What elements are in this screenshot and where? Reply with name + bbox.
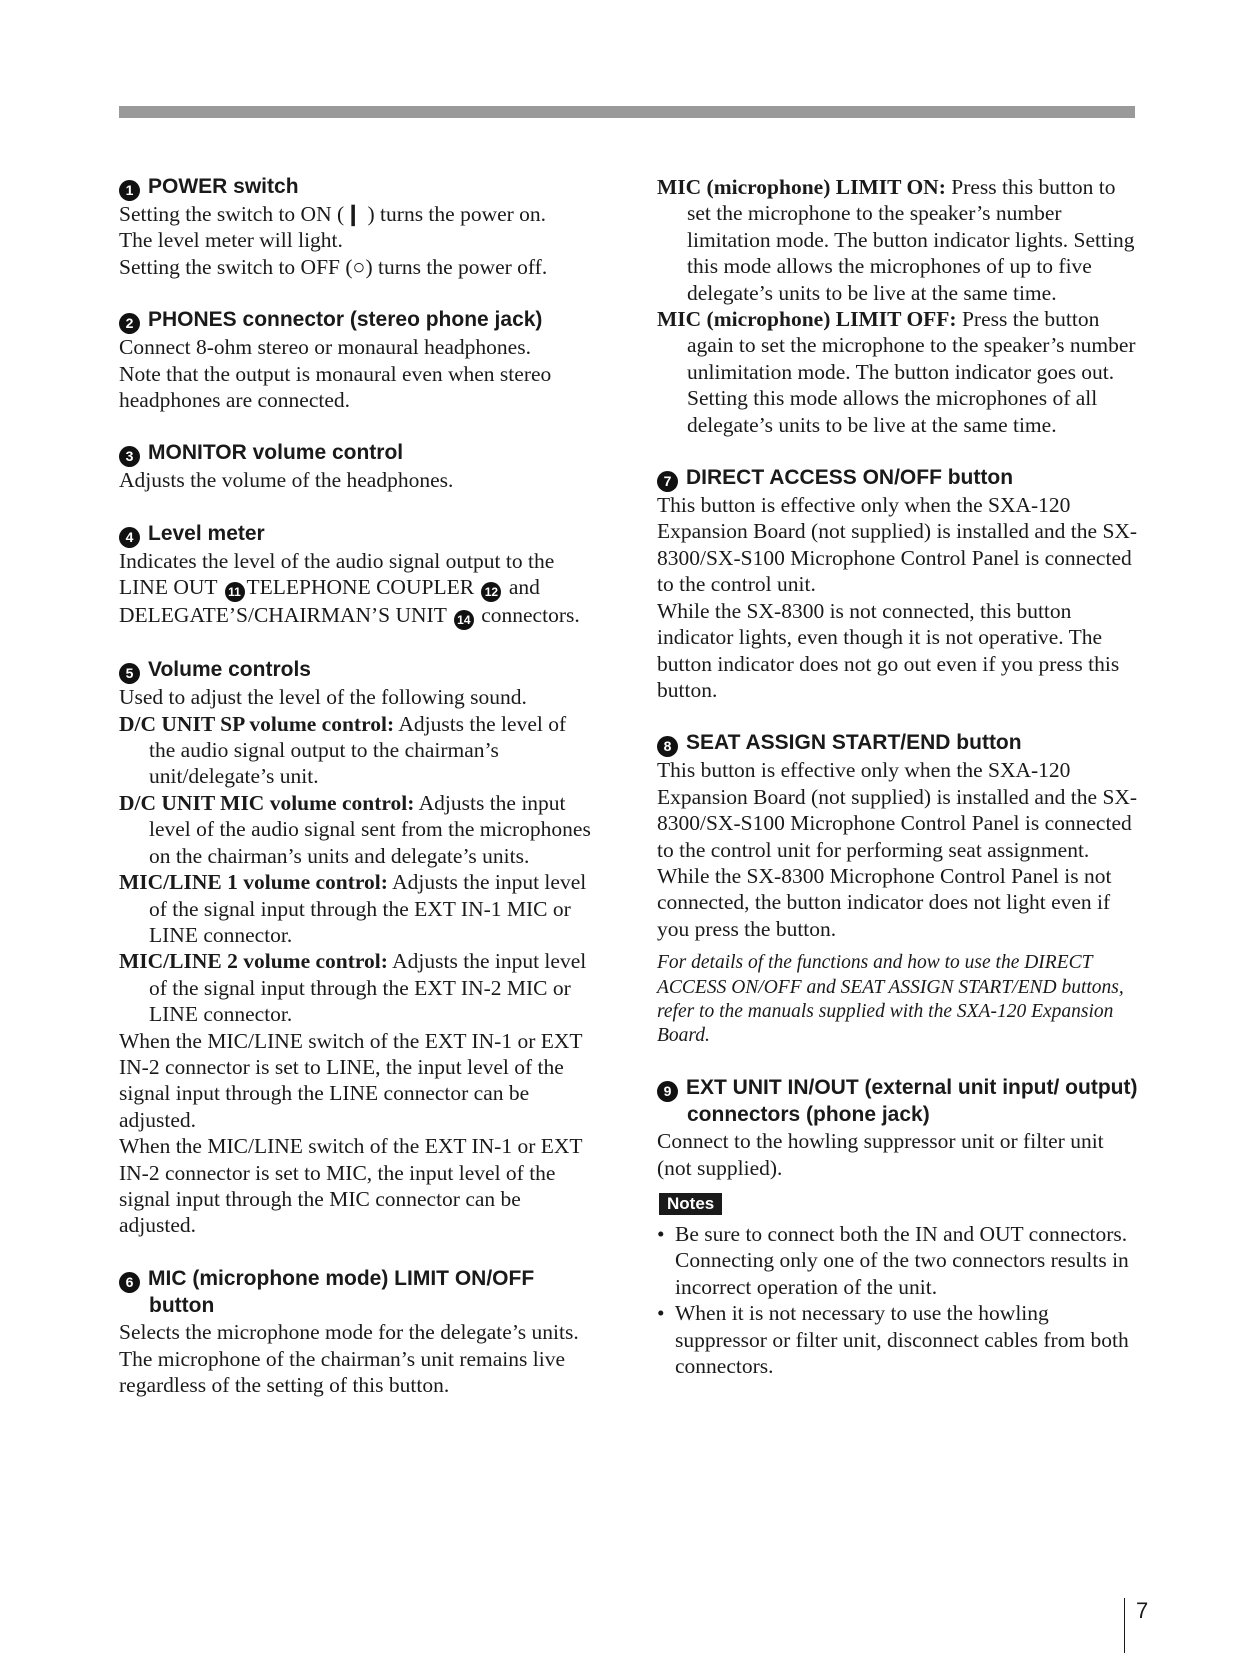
note-item [657,1300,1139,1379]
section-seat-assign [657,730,1139,1048]
note-text: When it is not necessary to use the howling suppressor or filter unit, disconnect cables from both connectors. [675,1301,1129,1379]
callout-number-14: 14 [454,610,474,630]
body-paragraph: This button is effective only when the SXA-120 Expansion Board (not supplied) is installed and the SX-8300/SX-S100 Microphone Control Panel is connected to the control unit for performing seat assignment. [657,758,1138,862]
notes-label: Notes [659,1193,722,1215]
text-run: Indicates the level of the audio signal output to the LINE OUT [119,548,555,600]
section-phones-connector [119,307,597,413]
body-line: Setting the switch to OFF (○) turns the power off. [119,254,548,279]
callout-number-4: 4 [119,527,140,548]
definition-desc: Press this button to set the microphone to the speaker’s number limitation mode. The button indicator lights. Setting this mode allows the microphones of up to five delegate’s units to be live at the same time. [687,175,1135,305]
callout-number-12: 12 [481,582,501,602]
callout-number-1: 1 [119,180,140,201]
text-run: connectors. [481,603,580,628]
definition-term: MIC/LINE 1 volume control: [119,870,388,895]
definition-desc: Adjusts the input level of the audio signal sent from the microphones on the chairman’s units and delegate’s units. [149,790,591,868]
callout-number-2: 2 [119,313,140,334]
callout-number-6: 6 [119,1272,140,1293]
body-paragraph [119,548,597,630]
section-direct-access [657,465,1139,703]
section-ext-unit [657,1075,1139,1181]
body-line: Note that the output is monaural even when stereo headphones are connected. [119,361,552,413]
callout-number-7: 7 [657,471,678,492]
definition-term: MIC/LINE 2 volume control: [119,949,388,974]
page-number: 7 [1136,1598,1149,1623]
body-paragraph: Connect to the howling suppressor unit or filter unit (not supplied). [657,1129,1104,1180]
section-level-meter [119,521,597,630]
section-heading [119,1266,597,1319]
body-line: Adjusts the volume of the headphones. [119,468,454,493]
definition-desc: Adjusts the input level of the signal input through the EXT IN-2 MIC or LINE connector. [149,949,587,1027]
section-heading [119,440,597,467]
left-column [119,174,597,1425]
callout-number-8: 8 [657,736,678,757]
section-heading [119,174,597,201]
section-heading [657,730,1139,757]
heading-text: EXT UNIT IN/OUT (external unit input/ output) connectors (phone jack) [686,1075,1138,1126]
definition-item [657,174,1139,306]
section-mic-limit [119,1266,597,1399]
definition-term: D/C UNIT SP volume control: [119,711,395,736]
section-monitor-volume [119,440,597,493]
definition-desc: Press the button again to set the microphone to the speaker’s number unlimitation mode. The button indicator goes out. Setting this mode allows the microphones of all delegate’s units to be live at the same time. [687,307,1136,437]
definition-term: D/C UNIT MIC volume control: [119,790,415,815]
mic-limit-definitions [657,174,1139,438]
body-line: Used to adjust the level of the following sound. [119,685,527,710]
section-heading [657,465,1139,492]
callout-number-9: 9 [657,1081,678,1102]
definition-desc: Adjusts the level of the audio signal output to the chairman’s unit/delegate’s unit. [149,711,567,789]
note-text: Be sure to connect both the IN and OUT connectors. Connecting only one of the two connectors results in incorrect operation of the unit. [675,1222,1129,1299]
body-line: The level meter will light. [119,228,343,253]
heading-text: PHONES connector (stereo phone jack) [148,308,543,332]
section-heading [119,521,597,548]
heading-text: Level meter [148,521,265,545]
header-rule [119,106,1135,118]
heading-text: Volume controls [148,658,311,682]
body-paragraph: While the SX-8300 is not connected, this button indicator lights, even though it is not operative. The button indicator does not go out even if you press this button. [657,598,1120,702]
callout-number-5: 5 [119,663,140,684]
right-column [657,174,1139,1379]
heading-text: MONITOR volume control [148,441,404,465]
body-line: Selects the microphone mode for the delegate’s units. [119,1320,579,1345]
section-heading [119,307,597,334]
body-paragraph: When the MIC/LINE switch of the EXT IN-1 or EXT IN-2 connector is set to MIC, the input level of the signal input through the MIC connector can be adjusted. [119,1134,583,1238]
section-power-switch [119,174,597,280]
page-number-rule [1124,1598,1125,1653]
heading-text: POWER switch [148,175,299,198]
definition-term: MIC (microphone) LIMIT OFF: [657,307,957,332]
section-heading [657,1075,1139,1128]
callout-number-3: 3 [119,446,140,467]
text-run: and DELEGATE’S/CHAIRMAN’S UNIT [119,575,540,628]
definition-item [657,306,1139,438]
heading-text: MIC (microphone mode) LIMIT ON/OFF button [148,1266,535,1317]
definition-desc: Adjusts the input level of the signal input through the EXT IN-1 MIC or LINE connector. [149,870,587,947]
body-line: Connect 8-ohm stereo or monaural headphones. [119,335,531,360]
note-item [657,1221,1139,1300]
bullet-icon: • [657,1301,665,1326]
bullet-icon: • [657,1222,665,1246]
definition-item [119,790,597,869]
notes-block [657,1181,1139,1379]
definition-term: MIC (microphone) LIMIT ON: [657,175,946,199]
definition-item [119,711,597,790]
body-paragraph: When the MIC/LINE switch of the EXT IN-1 or EXT IN-2 connector is set to LINE, the input level of the signal input through the LINE connector can be adjusted. [119,1028,583,1132]
heading-text: SEAT ASSIGN START/END button [686,731,1022,755]
section-volume-controls [119,657,597,1239]
section-heading [119,657,597,684]
body-paragraph: This button is effective only when the SXA-120 Expansion Board (not supplied) is installed and the SX-8300/SX-S100 Microphone Control Panel is connected to the control unit. [657,493,1138,597]
body-line: The microphone of the chairman’s unit remains live regardless of the setting of this button. [119,1346,565,1397]
body-line: Setting the switch to ON (❙ ) turns the power on. [119,202,547,226]
heading-text: DIRECT ACCESS ON/OFF button [686,466,1014,490]
italic-note: For details of the functions and how to use the DIRECT ACCESS ON/OFF and SEAT ASSIGN START/END buttons, refer to the manuals supplied with the SXA-120 Expansion Board. [657,952,1124,1047]
definition-item [119,869,597,948]
body-paragraph: While the SX-8300 Microphone Control Panel is not connected, the button indicator does not light even if you press the button. [657,863,1112,941]
callout-number-11: 11 [225,582,245,602]
definition-item [119,948,597,1027]
text-run: TELEPHONE COUPLER [246,575,475,600]
